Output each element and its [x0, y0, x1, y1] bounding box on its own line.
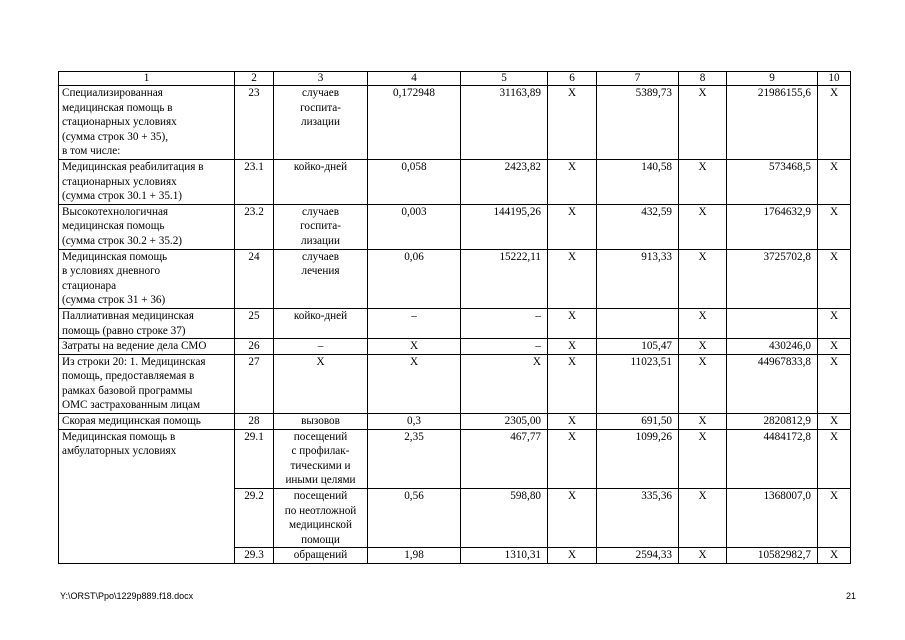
- row-code: 26: [235, 339, 274, 355]
- cell-col8: Х: [679, 308, 727, 338]
- cell-col7: 140,58: [597, 159, 679, 204]
- row-code: 23: [235, 86, 274, 160]
- row-code: 24: [235, 249, 274, 308]
- cell-col5: 598,80: [461, 489, 548, 548]
- cell-col9: 573468,5: [727, 159, 818, 204]
- cell-col5: –: [461, 339, 548, 355]
- cell-col5: 31163,89: [461, 86, 548, 160]
- cell-col9: 44967833,8: [727, 354, 818, 413]
- cell-col6: Х: [548, 354, 597, 413]
- table-row: [59, 414, 851, 430]
- row-unit: случаев госпита- лизации: [274, 86, 368, 160]
- header-row: [59, 72, 851, 86]
- cell-col7: 2594,33: [597, 548, 679, 564]
- row-unit: вызовов: [274, 414, 368, 430]
- column-header: 6: [548, 72, 597, 86]
- row-name: Высокотехнологичная медицинская помощь (сумма строк 30.2 + 35.2): [59, 204, 235, 249]
- cell-col6: Х: [548, 548, 597, 564]
- column-header: 1: [59, 72, 235, 86]
- cell-col10: Х: [818, 429, 851, 488]
- row-code: 29.1: [235, 429, 274, 488]
- cell-col9: 4484172,8: [727, 429, 818, 488]
- cell-col5: Х: [461, 354, 548, 413]
- row-code: 29.2: [235, 489, 274, 548]
- table-row: [59, 429, 851, 488]
- cell-col10: Х: [818, 204, 851, 249]
- cell-col5: 2305,00: [461, 414, 548, 430]
- row-code: 25: [235, 308, 274, 338]
- row-unit: случаев госпита- лизации: [274, 204, 368, 249]
- cell-col9: 2820812,9: [727, 414, 818, 430]
- cell-col10: Х: [818, 308, 851, 338]
- cell-col7: [597, 308, 679, 338]
- cell-col9: [727, 308, 818, 338]
- cell-col10: Х: [818, 489, 851, 548]
- cell-col10: Х: [818, 159, 851, 204]
- row-code: 29.3: [235, 548, 274, 564]
- row-unit: посещений по неотложной медицинской помощи: [274, 489, 368, 548]
- cell-col8: Х: [679, 339, 727, 355]
- row-name: Медицинская реабилитация в стационарных условиях (сумма строк 30.1 + 35.1): [59, 159, 235, 204]
- column-header: 8: [679, 72, 727, 86]
- cell-col6: Х: [548, 249, 597, 308]
- cell-col4: 0,003: [368, 204, 461, 249]
- cell-col5: 144195,26: [461, 204, 548, 249]
- cell-col4: 0,06: [368, 249, 461, 308]
- cell-col8: Х: [679, 489, 727, 548]
- cell-col5: 15222,11: [461, 249, 548, 308]
- cell-col10: Х: [818, 86, 851, 160]
- cell-col7: 432,59: [597, 204, 679, 249]
- cell-col6: Х: [548, 86, 597, 160]
- cell-col5: 1310,31: [461, 548, 548, 564]
- row-name: Затраты на ведение дела СМО: [59, 339, 235, 355]
- cell-col4: 0,058: [368, 159, 461, 204]
- table-row: [59, 354, 851, 413]
- cell-col4: 1,98: [368, 548, 461, 564]
- cell-col4: Х: [368, 339, 461, 355]
- column-header: 2: [235, 72, 274, 86]
- row-unit: –: [274, 339, 368, 355]
- cell-col7: 5389,73: [597, 86, 679, 160]
- cell-col9: 3725702,8: [727, 249, 818, 308]
- cell-col6: Х: [548, 339, 597, 355]
- cell-col10: Х: [818, 249, 851, 308]
- cell-col5: 467,77: [461, 429, 548, 488]
- column-header: 10: [818, 72, 851, 86]
- row-unit: Х: [274, 354, 368, 413]
- cell-col7: 11023,51: [597, 354, 679, 413]
- cell-col4: 2,35: [368, 429, 461, 488]
- cell-col10: Х: [818, 354, 851, 413]
- cell-col8: Х: [679, 429, 727, 488]
- cell-col6: Х: [548, 429, 597, 488]
- cell-col9: 10582982,7: [727, 548, 818, 564]
- row-name: Паллиативная медицинская помощь (равно строке 37): [59, 308, 235, 338]
- cell-col6: Х: [548, 489, 597, 548]
- cell-col7: 105,47: [597, 339, 679, 355]
- cell-col9: 430246,0: [727, 339, 818, 355]
- row-unit: случаев лечения: [274, 249, 368, 308]
- cell-col9: 1368007,0: [727, 489, 818, 548]
- row-name: Из строки 20: 1. Медицинская помощь, предоставляемая в рамках базовой программы ОМС застрахованным лицам: [59, 354, 235, 413]
- column-header: 7: [597, 72, 679, 86]
- cell-col7: 1099,26: [597, 429, 679, 488]
- cell-col10: Х: [818, 339, 851, 355]
- table-row: [59, 159, 851, 204]
- cell-col6: Х: [548, 308, 597, 338]
- row-code: 23.2: [235, 204, 274, 249]
- cell-col4: 0,56: [368, 489, 461, 548]
- cell-col8: Х: [679, 86, 727, 160]
- data-table: [58, 71, 851, 564]
- cell-col4: –: [368, 308, 461, 338]
- cell-col8: Х: [679, 159, 727, 204]
- cell-col4: 0,3: [368, 414, 461, 430]
- row-name: Скорая медицинская помощь: [59, 414, 235, 430]
- cell-col4: Х: [368, 354, 461, 413]
- table-row: [59, 308, 851, 338]
- row-name: Специализированная медицинская помощь в стационарных условиях (сумма строк 30 + 35), в том числе:: [59, 86, 235, 160]
- table-row: [59, 86, 851, 160]
- cell-col6: Х: [548, 159, 597, 204]
- file-path: Y:\ORST\Ppo\1229p889.f18.docx: [60, 591, 194, 601]
- table-row: [59, 249, 851, 308]
- page-number: 21: [845, 591, 856, 601]
- table-row: [59, 339, 851, 355]
- row-code: 27: [235, 354, 274, 413]
- cell-col8: Х: [679, 204, 727, 249]
- row-unit: койко-дней: [274, 159, 368, 204]
- cell-col6: Х: [548, 204, 597, 249]
- row-code: 23.1: [235, 159, 274, 204]
- column-header: 4: [368, 72, 461, 86]
- row-name: Медицинская помощь в амбулаторных условиях: [59, 429, 235, 563]
- row-code: 28: [235, 414, 274, 430]
- column-header: 3: [274, 72, 368, 86]
- cell-col10: Х: [818, 414, 851, 430]
- row-unit: койко-дней: [274, 308, 368, 338]
- cell-col5: –: [461, 308, 548, 338]
- cell-col4: 0,172948: [368, 86, 461, 160]
- cell-col8: Х: [679, 548, 727, 564]
- cell-col7: 913,33: [597, 249, 679, 308]
- row-unit: посещений с профилак- тическими и иными целями: [274, 429, 368, 488]
- cell-col8: Х: [679, 354, 727, 413]
- row-name: Медицинская помощь в условиях дневного стационара (сумма строк 31 + 36): [59, 249, 235, 308]
- cell-col8: Х: [679, 249, 727, 308]
- cell-col7: 335,36: [597, 489, 679, 548]
- cell-col10: Х: [818, 548, 851, 564]
- cell-col5: 2423,82: [461, 159, 548, 204]
- table-row: [59, 204, 851, 249]
- cell-col7: 691,50: [597, 414, 679, 430]
- row-unit: обращений: [274, 548, 368, 564]
- column-header: 9: [727, 72, 818, 86]
- column-header: 5: [461, 72, 548, 86]
- cell-col9: 21986155,6: [727, 86, 818, 160]
- cell-col6: Х: [548, 414, 597, 430]
- cell-col9: 1764632,9: [727, 204, 818, 249]
- cell-col8: Х: [679, 414, 727, 430]
